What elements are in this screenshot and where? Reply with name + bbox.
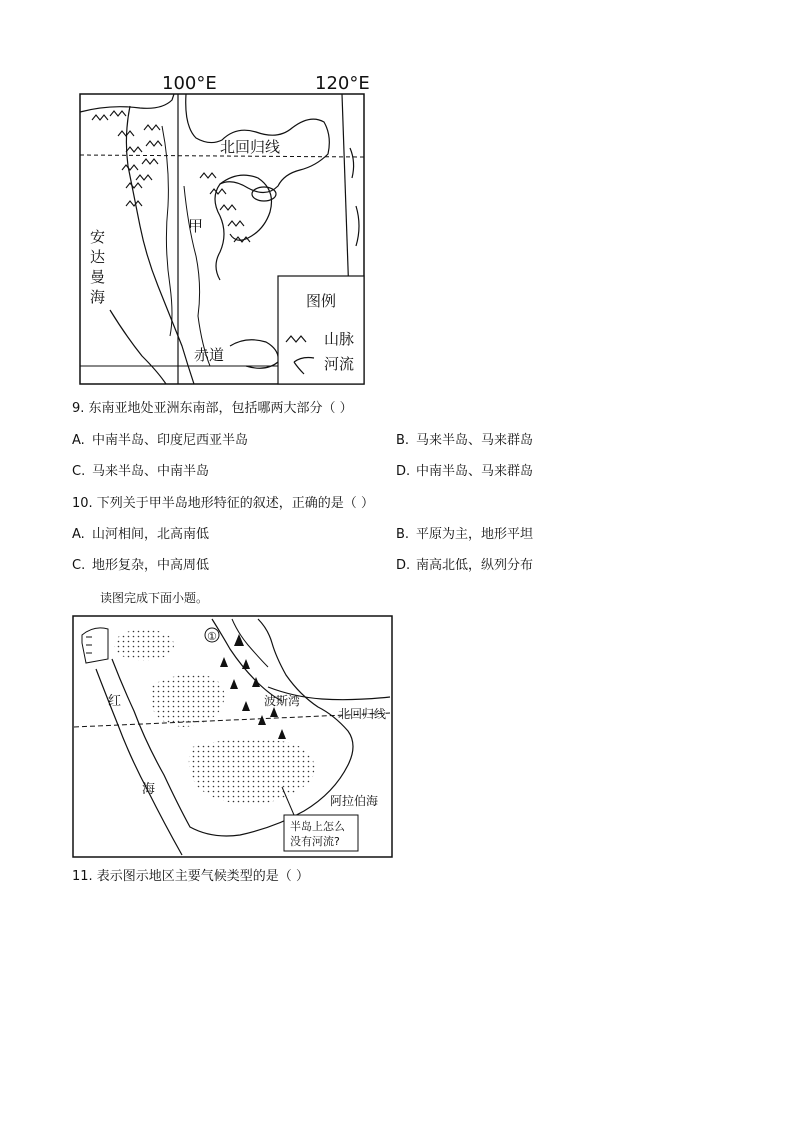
option-letter: B. <box>396 433 410 448</box>
andaman-char-2: 达 <box>90 248 106 266</box>
q10-option-c[interactable] <box>72 557 209 575</box>
option-letter: A. <box>72 527 85 542</box>
north-coast <box>80 94 174 112</box>
jia-label: 甲 <box>188 217 204 235</box>
q9-option-b[interactable] <box>396 432 533 450</box>
option-letter: C. <box>72 558 86 573</box>
bubble-text-line1: 半岛上怎么 <box>290 820 345 833</box>
persian-gulf-label: 波斯湾 <box>264 694 301 708</box>
lon-label-100e: 100°E <box>162 73 217 94</box>
china-coast <box>186 94 330 280</box>
question-10-stem: 10. 下列关于甲半岛地形特征的叙述，正确的是（ ） <box>72 496 374 511</box>
option-text: 中南半岛、马来群岛 <box>416 464 534 479</box>
river-west <box>162 126 172 336</box>
q10-option-d[interactable] <box>396 557 533 575</box>
option-text: 中南半岛、印度尼西亚半岛 <box>92 433 249 448</box>
southeast-asia-map <box>70 66 380 388</box>
mountain-symbols <box>92 111 250 242</box>
bubble-text-line2: 没有河流? <box>290 835 340 848</box>
question-11-stem: 11. 表示图示地区主要气候类型的是（ ） <box>72 869 309 884</box>
tropic-label: 北回归线 <box>338 707 387 721</box>
sea-label: 海 <box>142 782 156 797</box>
marker-one-label: ① <box>207 630 217 643</box>
red-label: 红 <box>108 694 122 709</box>
option-letter: B. <box>396 527 410 542</box>
andaman-char-1: 安 <box>90 228 106 246</box>
option-text: 马来半岛、中南半岛 <box>92 464 210 479</box>
lon-label-120e: 120°E <box>315 73 370 94</box>
legend-title: 图例 <box>306 292 337 310</box>
river-mid <box>184 186 210 366</box>
arabian-sea-label: 阿拉伯海 <box>330 794 379 808</box>
option-letter: D. <box>396 558 411 573</box>
q10-option-b[interactable] <box>396 526 533 544</box>
andaman-char-4: 海 <box>90 288 106 306</box>
arabian-peninsula-map <box>72 615 394 859</box>
sumatra-coast <box>110 310 166 384</box>
gulf-coast <box>220 175 272 240</box>
option-letter: D. <box>396 464 411 479</box>
andaman-char-3: 曼 <box>90 268 106 286</box>
option-text: 马来半岛、马来群岛 <box>416 433 534 448</box>
q9-option-d[interactable] <box>396 463 533 481</box>
tropic-label: 北回归线 <box>220 138 281 156</box>
option-text: 地形复杂，中高周低 <box>92 558 210 573</box>
philippines-coast <box>356 206 359 246</box>
equator-label: 赤道 <box>194 346 225 364</box>
q10-option-a[interactable] <box>72 526 209 544</box>
question-9-stem: 9. 东南亚地处亚洲东南部，包括哪两大部分（ ） <box>72 401 353 416</box>
hainan-island <box>252 187 276 201</box>
reading-intro: 读图完成下面小题。 <box>100 591 209 605</box>
option-letter: C. <box>72 464 86 479</box>
taiwan-coast <box>350 148 354 178</box>
q9-option-c[interactable] <box>72 463 209 481</box>
option-text: 平原为主，地形平坦 <box>416 527 534 542</box>
option-text: 山河相间，北高南低 <box>92 527 210 542</box>
legend-river-label: 河流 <box>324 355 355 373</box>
option-letter: A. <box>72 433 85 448</box>
peninsula-west-coast <box>126 106 194 384</box>
option-text: 南高北低，纵列分布 <box>416 558 534 573</box>
desert-north <box>114 629 174 661</box>
borneo-coast <box>230 340 278 369</box>
q9-option-a[interactable] <box>72 432 248 450</box>
legend-mountain-label: 山脉 <box>324 330 355 348</box>
